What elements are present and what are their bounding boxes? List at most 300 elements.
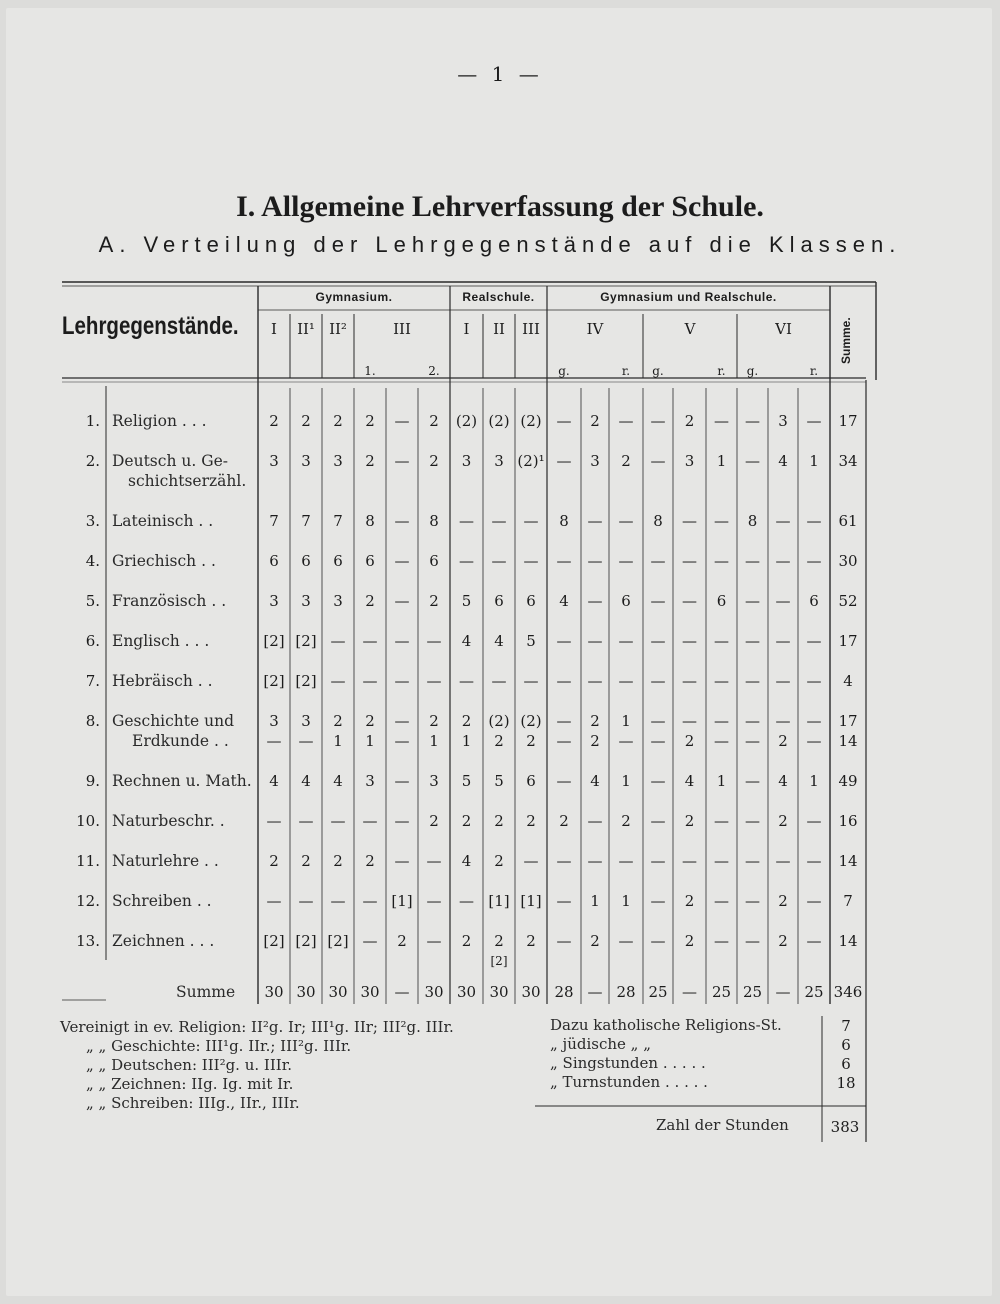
table-cell: — <box>806 852 822 870</box>
table-cell: — <box>650 772 666 790</box>
table-cell: — <box>556 552 572 570</box>
table-cell: 4 <box>269 772 279 790</box>
table-cell: — <box>394 452 410 470</box>
table-cell: — <box>650 672 666 690</box>
table-cell: 2 <box>365 852 375 870</box>
row-number: 6. <box>85 632 100 650</box>
table-cell: — <box>745 932 760 950</box>
sum-cell: 25 <box>804 983 824 1001</box>
table-cell: — <box>266 732 282 750</box>
table-cell: — <box>362 672 378 690</box>
table-cell: — <box>650 852 666 870</box>
row-number: 7. <box>85 672 100 690</box>
page-number: — 1 — <box>457 62 543 86</box>
table-cell: — <box>682 672 697 690</box>
table-cell: [2] <box>263 932 285 950</box>
table-cell: 4 <box>333 772 343 790</box>
table-cell: — <box>459 552 474 570</box>
table-cell: (2) <box>520 712 542 730</box>
table-cell: — <box>266 812 282 830</box>
table-cell: — <box>491 672 507 690</box>
table-cell: — <box>745 592 760 610</box>
table-cell: — <box>556 452 572 470</box>
table-cell: — <box>745 672 760 690</box>
row-number: 8. <box>85 712 100 730</box>
table-cell: — <box>745 632 760 650</box>
table-cell: — <box>650 732 666 750</box>
class-subheader: 1. <box>364 364 376 378</box>
table-cell: 2 <box>429 452 439 470</box>
table-cell: 2 <box>778 892 788 910</box>
table-cell: — <box>426 892 442 910</box>
class-header: IV <box>586 320 604 338</box>
class-header: II² <box>329 320 347 338</box>
table-cell: — <box>650 552 666 570</box>
table-cell: — <box>587 552 603 570</box>
table-cell: 17 <box>838 712 858 730</box>
subject-name: Griechisch . . <box>112 552 216 570</box>
table-cell: — <box>394 632 410 650</box>
subject-name: Zeichnen . . . <box>112 932 215 950</box>
table-cell: 2 <box>301 852 311 870</box>
table-cell: — <box>650 712 666 730</box>
table-cell: 1 <box>365 732 375 750</box>
table-cell: 1 <box>333 732 343 750</box>
table-cell: — <box>618 552 634 570</box>
table-cell: — <box>806 552 822 570</box>
table-cell: — <box>618 732 634 750</box>
table-cell: 1 <box>716 452 727 470</box>
table-cell: [1] <box>488 892 510 910</box>
table-cell: — <box>523 852 539 870</box>
table-cell: — <box>682 552 697 570</box>
union-note: Vereinigt in ev. Religion: II²g. Ir; III¹g. IIr; III²g. IIIr. <box>60 1018 454 1036</box>
table-cell: [1] <box>520 892 542 910</box>
table-cell: 1 <box>621 892 631 910</box>
table-cell: — <box>459 512 474 530</box>
table-cell: 2 <box>333 852 343 870</box>
table-cell: 2 <box>526 932 536 950</box>
table-cell: — <box>556 892 572 910</box>
table-cell: 3 <box>590 452 600 470</box>
table-cell: — <box>587 852 603 870</box>
row-number: 4. <box>85 552 100 570</box>
table-cell: 6 <box>621 592 631 610</box>
table-cell: 5 <box>461 772 472 790</box>
table-cell: 6 <box>429 552 439 570</box>
table-cell: 2 <box>778 812 788 830</box>
table-cell: 2 <box>301 412 311 430</box>
row-number: 10. <box>76 812 100 830</box>
table-cell: 2 <box>333 712 343 730</box>
table-cell: 1 <box>461 732 472 750</box>
table-cell: — <box>650 632 666 650</box>
table-cell: 8 <box>429 512 439 530</box>
table-cell: (2) <box>488 712 510 730</box>
subject-name: Französisch . . <box>112 592 227 610</box>
class-subheader: g. <box>746 364 759 378</box>
table-cell: — <box>806 932 822 950</box>
table-cell: — <box>682 852 697 870</box>
table-cell: — <box>587 672 603 690</box>
table-cell: — <box>618 672 634 690</box>
table-cell: 52 <box>838 592 858 610</box>
table-cell: — <box>618 852 634 870</box>
table-cell: — <box>745 712 760 730</box>
table-cell: 6 <box>269 552 279 570</box>
table-cell: — <box>556 672 572 690</box>
table-cell: 4 <box>494 632 504 650</box>
table-cell: — <box>775 632 791 650</box>
subject-name: Englisch . . . <box>112 632 210 650</box>
table-cell: 3 <box>365 772 375 790</box>
table-cell: 3 <box>301 712 311 730</box>
table-cell: 61 <box>838 512 858 530</box>
table-cell: — <box>745 892 760 910</box>
table-cell: — <box>491 512 507 530</box>
table-cell: 6 <box>301 552 311 570</box>
table-cell: — <box>806 712 822 730</box>
table-cell: 16 <box>838 812 858 830</box>
class-header: I <box>271 320 277 338</box>
table-cell: 3 <box>269 712 279 730</box>
table-cell: — <box>394 852 410 870</box>
sum-cell: 28 <box>554 983 574 1001</box>
table-cell: — <box>523 552 539 570</box>
table-cell: — <box>394 592 410 610</box>
table-cell: (2) <box>488 412 510 430</box>
class-header: I <box>463 320 470 338</box>
table-cell: — <box>682 712 697 730</box>
table-cell: — <box>298 732 314 750</box>
table-cell: 30 <box>838 552 858 570</box>
row-number: 2. <box>85 452 100 470</box>
table-cell: [2] <box>490 954 508 968</box>
table-cell: — <box>394 712 410 730</box>
table-cell: — <box>330 892 346 910</box>
table-cell: 2 <box>269 412 279 430</box>
table-cell: 6 <box>526 592 536 610</box>
class-header: III <box>393 320 411 338</box>
table-cell: 4 <box>590 772 600 790</box>
total-value: 383 <box>830 1118 860 1136</box>
extra-hours-label: Dazu katholische Religions-St. <box>550 1016 782 1034</box>
table-cell: 7 <box>333 512 343 530</box>
table-cell: 2 <box>494 932 504 950</box>
sum-cell: 30 <box>489 983 509 1001</box>
table-cell: — <box>775 672 791 690</box>
table-cell: — <box>714 552 729 570</box>
table-cell: 4 <box>559 592 569 610</box>
sum-cell: — <box>775 983 791 1001</box>
subject-name: Rechnen u. Math. <box>112 772 252 790</box>
subject-name: Lateinisch . . <box>112 512 214 530</box>
table-cell: — <box>394 552 410 570</box>
table-cell: — <box>775 552 791 570</box>
subject-name: Geschichte und <box>112 712 235 730</box>
table-cell: — <box>682 632 697 650</box>
table-cell: 1 <box>621 712 631 730</box>
table-cell: — <box>266 892 282 910</box>
table-cell: — <box>745 852 760 870</box>
group-header-gymnasium: Gymnasium. <box>315 290 393 304</box>
class-header: II <box>493 320 505 338</box>
table-cell: — <box>298 812 314 830</box>
row-number: 13. <box>76 932 100 950</box>
table-cell: [1] <box>391 892 413 910</box>
table-cell: — <box>394 772 410 790</box>
table-cell: — <box>714 672 729 690</box>
table-cell: — <box>714 712 729 730</box>
table-cell: 3 <box>429 772 439 790</box>
table-cell: — <box>806 732 822 750</box>
table-cell: — <box>330 812 346 830</box>
table-cell: — <box>459 892 474 910</box>
table-cell: — <box>806 412 822 430</box>
subject-name: Deutsch u. Ge- <box>112 452 228 470</box>
table-cell: 2 <box>365 452 375 470</box>
table-cell: 2 <box>429 812 439 830</box>
table-cell: — <box>394 732 410 750</box>
table-cell: — <box>394 812 410 830</box>
sum-cell: 30 <box>521 983 541 1001</box>
page-title: I. Allgemeine Lehrverfassung der Schule. <box>236 190 764 223</box>
table-cell: — <box>394 412 410 430</box>
table-cell: 14 <box>838 732 858 750</box>
table-cell: 49 <box>838 772 858 790</box>
table-cell: 6 <box>526 772 536 790</box>
class-header: III <box>522 320 540 338</box>
table-cell: — <box>806 892 822 910</box>
sum-cell: 30 <box>424 983 444 1001</box>
table-cell: 6 <box>333 552 343 570</box>
sum-header: Summe. <box>839 317 853 365</box>
table-cell: 2 <box>365 412 375 430</box>
extra-hours-label: „ Turnstunden . . . . . <box>550 1073 708 1091</box>
table-cell: — <box>714 892 729 910</box>
row-number: 9. <box>85 772 100 790</box>
table-cell: 6 <box>365 552 375 570</box>
table-cell: 5 <box>461 592 472 610</box>
row-number: 12. <box>76 892 100 910</box>
table-cell: — <box>682 512 697 530</box>
table-cell: 7 <box>269 512 279 530</box>
table-cell: 3 <box>461 452 472 470</box>
table-cell: — <box>556 772 572 790</box>
table-cell: 2 <box>494 812 504 830</box>
sum-cell: 25 <box>648 983 668 1001</box>
table-cell: — <box>330 632 346 650</box>
table-cell: 8 <box>365 512 375 530</box>
table-cell: 2 <box>526 732 536 750</box>
group-header-realschule: Realschule. <box>462 290 535 304</box>
table-cell: — <box>682 592 697 610</box>
table-cell: 2 <box>684 412 695 430</box>
table-cell: — <box>775 852 791 870</box>
sum-row-label: Summe <box>176 983 236 1001</box>
table-cell: 2 <box>461 812 472 830</box>
table-cell: 2 <box>621 452 631 470</box>
extra-hours-label: „ jüdische „ „ <box>550 1035 651 1053</box>
sum-cell: 30 <box>456 983 477 1001</box>
subject-name-cont: schichtserzähl. <box>128 472 247 490</box>
table-cell: — <box>459 672 474 690</box>
table-cell: 2 <box>429 592 439 610</box>
table-cell: — <box>714 512 729 530</box>
extra-hours-value: 18 <box>836 1074 856 1092</box>
table-cell: [2] <box>295 932 317 950</box>
extra-hours-value: 6 <box>841 1036 851 1054</box>
table-cell: 6 <box>809 592 819 610</box>
table-cell: 2 <box>590 932 600 950</box>
table-cell: 1 <box>809 772 819 790</box>
table-cell: 17 <box>838 632 858 650</box>
table-cell: — <box>650 412 666 430</box>
table-cell: — <box>650 592 666 610</box>
class-subheader: 2. <box>428 364 440 378</box>
table-cell: — <box>745 772 760 790</box>
page-subtitle: A. Verteilung der Lehrgegenstände auf die Klassen. <box>98 232 902 257</box>
table-cell: — <box>426 852 442 870</box>
table-cell: — <box>650 812 666 830</box>
subject-name-cont: Erdkunde . . <box>132 732 229 750</box>
table-cell: 5 <box>526 632 536 650</box>
class-subheader: r. <box>717 364 726 378</box>
table-cell: — <box>362 812 378 830</box>
table-cell: (2) <box>455 412 478 430</box>
table-cell: 2 <box>429 412 439 430</box>
table-cell: 7 <box>301 512 311 530</box>
table-cell: 2 <box>333 412 343 430</box>
table-cell: — <box>523 672 539 690</box>
table-cell: 2 <box>461 712 472 730</box>
table-cell: 2 <box>778 932 788 950</box>
table-cell: — <box>394 672 410 690</box>
table-cell: [2] <box>295 632 317 650</box>
table-cell: 6 <box>716 592 727 610</box>
table-cell: 8 <box>747 512 758 530</box>
subjects-header: Lehrgegenstände. <box>62 312 239 340</box>
table-cell: 1 <box>429 732 439 750</box>
sum-cell: 25 <box>711 983 732 1001</box>
subject-name: Hebräisch . . <box>112 672 213 690</box>
table-cell: — <box>523 512 539 530</box>
union-note: „ „ Schreiben: IIIg., IIr., IIIr. <box>86 1094 300 1112</box>
table-cell: — <box>362 892 378 910</box>
table-cell: — <box>330 672 346 690</box>
table-cell: [2] <box>295 672 317 690</box>
table-cell: 1 <box>716 772 727 790</box>
table-cell: [2] <box>263 672 285 690</box>
table-cell: — <box>618 512 634 530</box>
table-cell: — <box>806 632 822 650</box>
table-cell: — <box>491 552 507 570</box>
table-cell: — <box>714 412 729 430</box>
sum-cell: 30 <box>328 983 348 1001</box>
subject-name: Schreiben . . <box>112 892 212 910</box>
table-cell: 4 <box>778 772 788 790</box>
table-cell: 2 <box>684 892 695 910</box>
table-cell: (2)¹ <box>517 452 545 470</box>
table-cell: 3 <box>333 592 343 610</box>
table-cell: — <box>556 712 572 730</box>
subject-name: Naturlehre . . <box>112 852 219 870</box>
sum-cell: 30 <box>264 983 284 1001</box>
table-cell: — <box>362 632 378 650</box>
table-cell: 2 <box>461 932 472 950</box>
table-cell: 4 <box>778 452 788 470</box>
table-cell: — <box>618 412 634 430</box>
sum-cell: 25 <box>742 983 763 1001</box>
table-cell: 7 <box>843 892 853 910</box>
row-number: 1. <box>85 412 100 430</box>
table-cell: — <box>587 592 603 610</box>
subject-name: Naturbeschr. . <box>112 812 225 830</box>
table-cell: 2 <box>526 812 536 830</box>
row-number: 3. <box>85 512 100 530</box>
table-cell: — <box>394 512 410 530</box>
table-cell: 1 <box>590 892 600 910</box>
table-cell: 1 <box>621 772 631 790</box>
extra-hours-label: „ Singstunden . . . . . <box>550 1054 706 1072</box>
sum-cell: — <box>587 983 603 1001</box>
table-cell: 2 <box>397 932 407 950</box>
table-cell: — <box>618 932 634 950</box>
table-cell: 3 <box>269 592 279 610</box>
table-cell: 3 <box>301 592 311 610</box>
table-cell: 8 <box>559 512 569 530</box>
table-cell: — <box>806 672 822 690</box>
table-cell: 2 <box>559 812 569 830</box>
table-cell: — <box>587 812 603 830</box>
union-note: „ „ Geschichte: III¹g. IIr.; III²g. IIIr. <box>86 1037 352 1055</box>
table-cell: — <box>556 852 572 870</box>
table-cell: — <box>745 412 760 430</box>
sum-cell: — <box>394 983 410 1001</box>
row-number: 5. <box>85 592 100 610</box>
class-subheader: g. <box>652 364 664 378</box>
table-cell: [2] <box>263 632 285 650</box>
table-cell: — <box>298 892 314 910</box>
table-cell: — <box>650 892 666 910</box>
sum-cell: 28 <box>616 983 636 1001</box>
table-cell: — <box>556 412 572 430</box>
table-cell: 2 <box>494 852 504 870</box>
table-cell: — <box>426 672 442 690</box>
table-cell: — <box>362 932 378 950</box>
table-cell: 3 <box>778 412 788 430</box>
class-header: VI <box>775 320 792 338</box>
table-cell: 3 <box>301 452 311 470</box>
table-cell: — <box>775 592 791 610</box>
group-header-combined: Gymnasium und Realschule. <box>600 290 777 304</box>
table-cell: 2 <box>590 412 600 430</box>
table-cell: — <box>775 512 791 530</box>
table-cell: 2 <box>429 712 439 730</box>
table-cell: 4 <box>843 672 853 690</box>
table-cell: 3 <box>269 452 279 470</box>
union-note: „ „ Zeichnen: IIg. Ig. mit Ir. <box>86 1075 294 1093</box>
table-cell: — <box>745 732 760 750</box>
table-cell: 2 <box>269 852 279 870</box>
class-header: II¹ <box>297 320 315 338</box>
table-cell: 14 <box>838 852 858 870</box>
table-cell: 34 <box>838 452 858 470</box>
table-cell: — <box>556 732 572 750</box>
table-cell: — <box>745 452 760 470</box>
sum-cell: 30 <box>360 983 380 1001</box>
table-cell: — <box>806 812 822 830</box>
